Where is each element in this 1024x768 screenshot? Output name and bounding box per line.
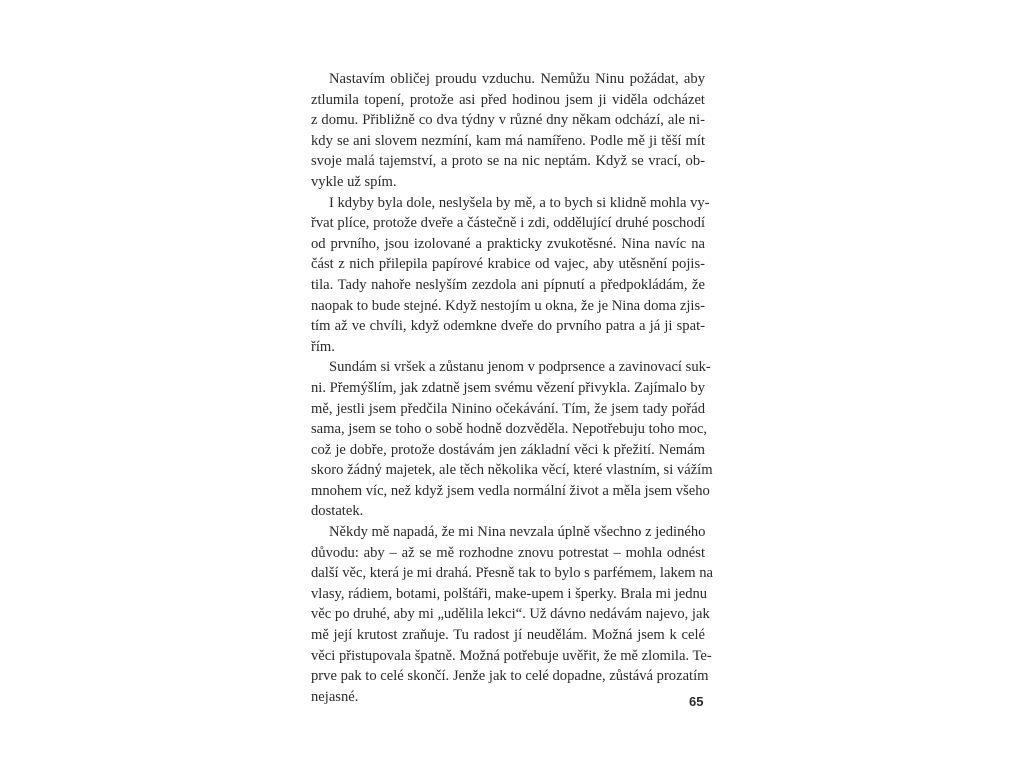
paragraph: [311, 522, 713, 707]
text-line: což je dobře, protože dostávám jen základní věci k přežití. Nemám: [311, 441, 705, 458]
text-line: z domu. Přibližně co dva týdny v různé dny někam odchází, ale ni-: [311, 112, 705, 129]
text-line: tím až ve chvíli, když odemkne dveře do prvního patra a já ji spat-: [311, 318, 705, 335]
text-line: mě, jestli jsem předčila Ninino očekávání. Tím, že jsem tady pořád: [311, 400, 705, 417]
text-line: nejasné.: [311, 688, 359, 705]
text-line: ni. Přemýšlím, jak zdatně jsem svému vězení přivykla. Zajímalo by: [311, 379, 705, 396]
text-line: vykle už spím.: [311, 173, 397, 190]
text-line: I kdyby byla dole, neslyšela by mě, a to bych si klidně mohla vy-: [329, 194, 710, 211]
body-text: [311, 69, 713, 707]
text-line: ztlumila topení, protože asi před hodinou jsem ji viděla odcházet: [311, 91, 705, 108]
text-line: řím.: [311, 338, 335, 355]
text-line: Někdy mě napadá, že mi Nina nevzala úplně všechno z jediného: [329, 524, 706, 541]
page-number: 65: [689, 694, 704, 709]
text-line: věci přistupovala špatně. Možná potřebuje uvěřit, že mě zlomila. Te-: [311, 647, 712, 664]
text-line: důvodu: aby – až se mě rozhodne znovu potrestat – mohla odnést: [311, 544, 705, 561]
text-line: svoje malá tajemství, a proto se na nic neptám. Když se vrací, ob-: [311, 153, 705, 170]
text-line: vlasy, rádiem, botami, polštáři, make-upem i šperky. Brala mi jednu: [311, 585, 708, 602]
text-line: mě její krutost zraňuje. Tu radost jí neudělám. Možná jsem k celé: [311, 627, 705, 644]
text-line: prve pak to celé skončí. Jenže jak to celé dopadne, zůstává prozatím: [311, 668, 709, 685]
text-line: řvat plíce, protože dveře a částečně i zdi, oddělující druhé poschodí: [311, 215, 705, 232]
text-line: sama, jsem se toho o sobě hodně dozvěděla. Nepotřebuju toho moc,: [311, 421, 707, 438]
text-line: dostatek.: [311, 503, 364, 520]
text-line: kdy se ani slovem nezmíní, kam má namířeno. Podle mě ji těší mít: [311, 132, 705, 149]
text-line: mnohem víc, než když jsem vedla normální život a měla jsem všeho: [311, 482, 710, 499]
text-line: věc po druhé, aby mi „udělila lekci“. Už dávno nedávám najevo, jak: [311, 606, 710, 623]
paragraph: [311, 193, 710, 358]
text-line: tila. Tady nahoře neslyším zezdola ani pípnutí a předpokládám, že: [311, 276, 705, 293]
text-line: další věc, která je mi drahá. Přesně tak to bylo s parfémem, lakem na: [311, 565, 713, 582]
text-line: skoro žádný majetek, ale těch několika věcí, které vlastním, si vážím: [311, 462, 713, 479]
text-line: Sundám si vršek a zůstanu jenom v podprsence a zavinovací suk-: [329, 359, 711, 376]
text-line: od prvního, jsou izolované a prakticky zvukotěsné. Nina navíc na: [311, 235, 705, 252]
text-line: část z nich přilepila papírové krabice od vajec, aby utěsnění pojis-: [311, 256, 705, 273]
text-line: Nastavím obličej proudu vzduchu. Nemůžu Ninu požádat, aby: [329, 71, 705, 87]
paragraph: [311, 357, 713, 522]
paragraph: [311, 69, 705, 193]
text-line: naopak to bude stejné. Když nestojím u okna, že je Nina doma zjis-: [311, 297, 705, 314]
